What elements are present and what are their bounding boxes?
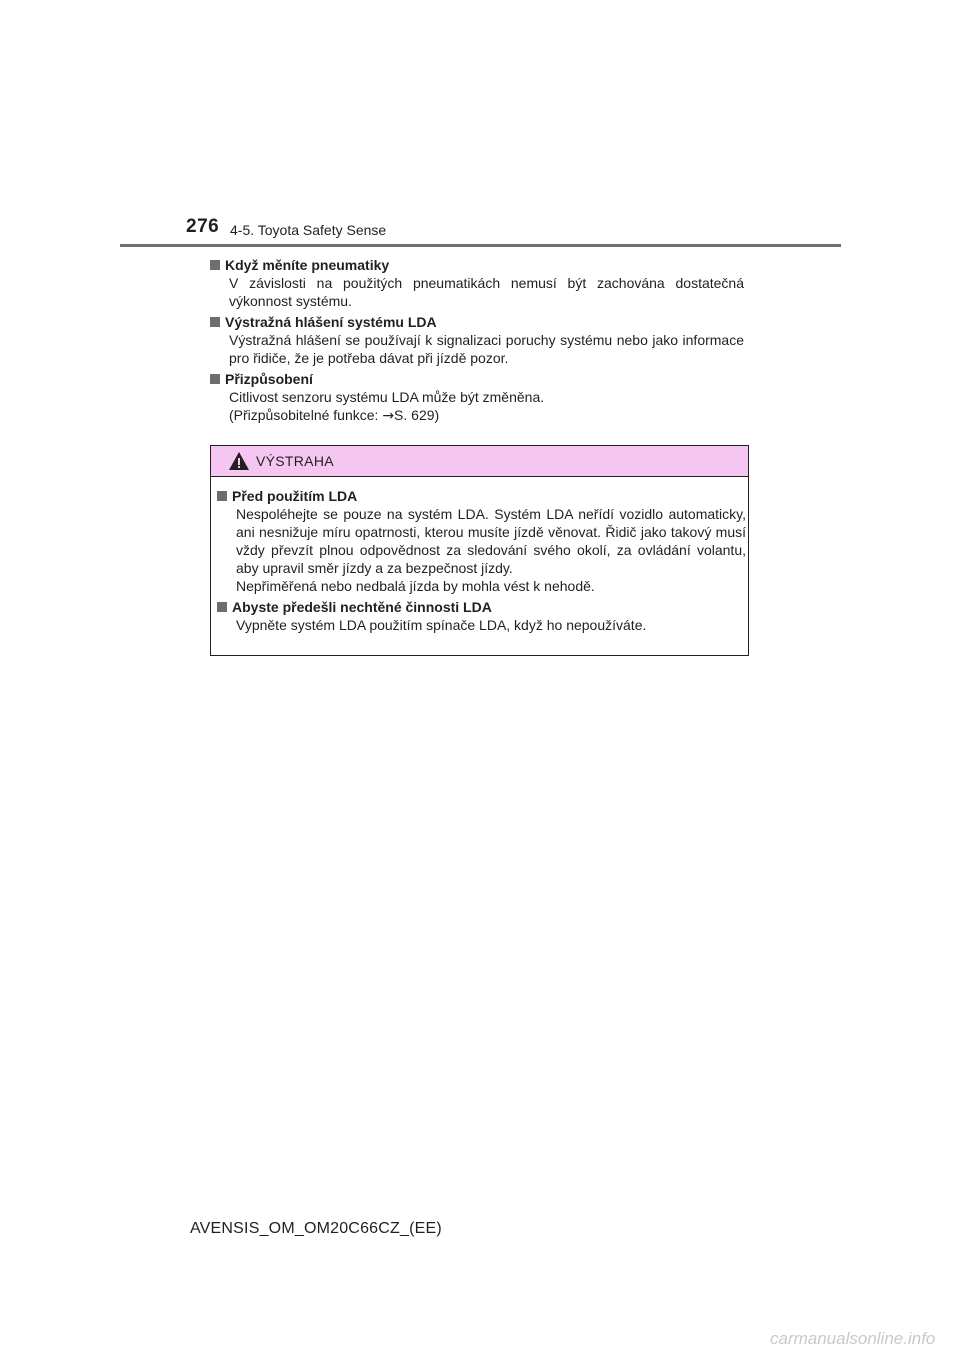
warning-content: [211, 477, 748, 634]
item-heading-text: Před použitím LDA: [232, 488, 358, 504]
list-item: [217, 487, 746, 595]
warning-box: [210, 445, 749, 656]
document-code: AVENSIS_OM_OM20C66CZ_(EE): [190, 1220, 442, 1237]
bullet-square-icon: [217, 602, 227, 612]
bullet-square-icon: [210, 374, 220, 384]
warning-title: VÝSTRAHA: [256, 453, 334, 469]
warning-header: [211, 446, 748, 477]
item-heading: [210, 313, 755, 331]
main-content: [210, 256, 755, 428]
item-body: Nespoléhejte se pouze na systém LDA. Systém LDA neřídí vozidlo automaticky, ani nesnižuje míru opatrnosti, kterou musíte jízdě věnovat. Řidič jako takový musí vždy převzít plnou odpovědnost za sledování svého okolí, za ovládání volantu, aby upravil směr jízdy a za bezpečnost jízdy.: [236, 506, 746, 576]
header-rule: [120, 244, 841, 247]
item-heading-text: Abyste předešli nechtěné činnosti LDA: [232, 599, 492, 615]
section-title: 4-5. Toyota Safety Sense: [230, 222, 387, 238]
item-heading: [217, 598, 742, 616]
list-item: [210, 256, 755, 310]
item-heading-text: Když měníte pneumatiky: [225, 257, 390, 273]
page-number: 276: [186, 216, 220, 237]
watermark-logo: [770, 1326, 956, 1350]
reference-arrow-icon: →: [382, 408, 395, 424]
item-note: [229, 406, 744, 425]
page-reference-link[interactable]: S. 629): [394, 407, 440, 423]
item-heading: [210, 256, 755, 274]
page-header: [0, 0, 960, 250]
bullet-square-icon: [217, 491, 227, 501]
list-item: [217, 598, 742, 634]
item-body: V závislosti na použitých pneumatikách nemusí být zachována dostatečná výkonnost systému.: [229, 275, 744, 309]
note-prefix: (Přizpůsobitelné funkce:: [229, 407, 383, 423]
item-heading: [217, 487, 742, 505]
bullet-square-icon: [210, 260, 220, 270]
item-body: Vypněte systém LDA použitím spínače LDA, když ho nepoužíváte.: [236, 617, 647, 633]
list-item: [210, 370, 755, 425]
list-item: [210, 313, 755, 367]
item-heading-text: Výstražná hlášení systému LDA: [225, 314, 437, 330]
item-body: Výstražná hlášení se používají k signalizaci poruchy systému nebo jako informace pro řidiče, že je potřeba dávat při jízdě pozor.: [229, 332, 744, 366]
warning-triangle-icon: [228, 451, 250, 471]
item-heading-text: Přizpůsobení: [225, 371, 313, 387]
bullet-square-icon: [210, 317, 220, 327]
item-body: Citlivost senzoru systému LDA může být změněna.: [229, 389, 545, 405]
watermark-text: carmanualsonline.info: [770, 1329, 936, 1348]
item-heading: [210, 370, 755, 388]
item-body: Nepřiměřená nebo nedbalá jízda by mohla vést k nehodě.: [236, 578, 595, 594]
